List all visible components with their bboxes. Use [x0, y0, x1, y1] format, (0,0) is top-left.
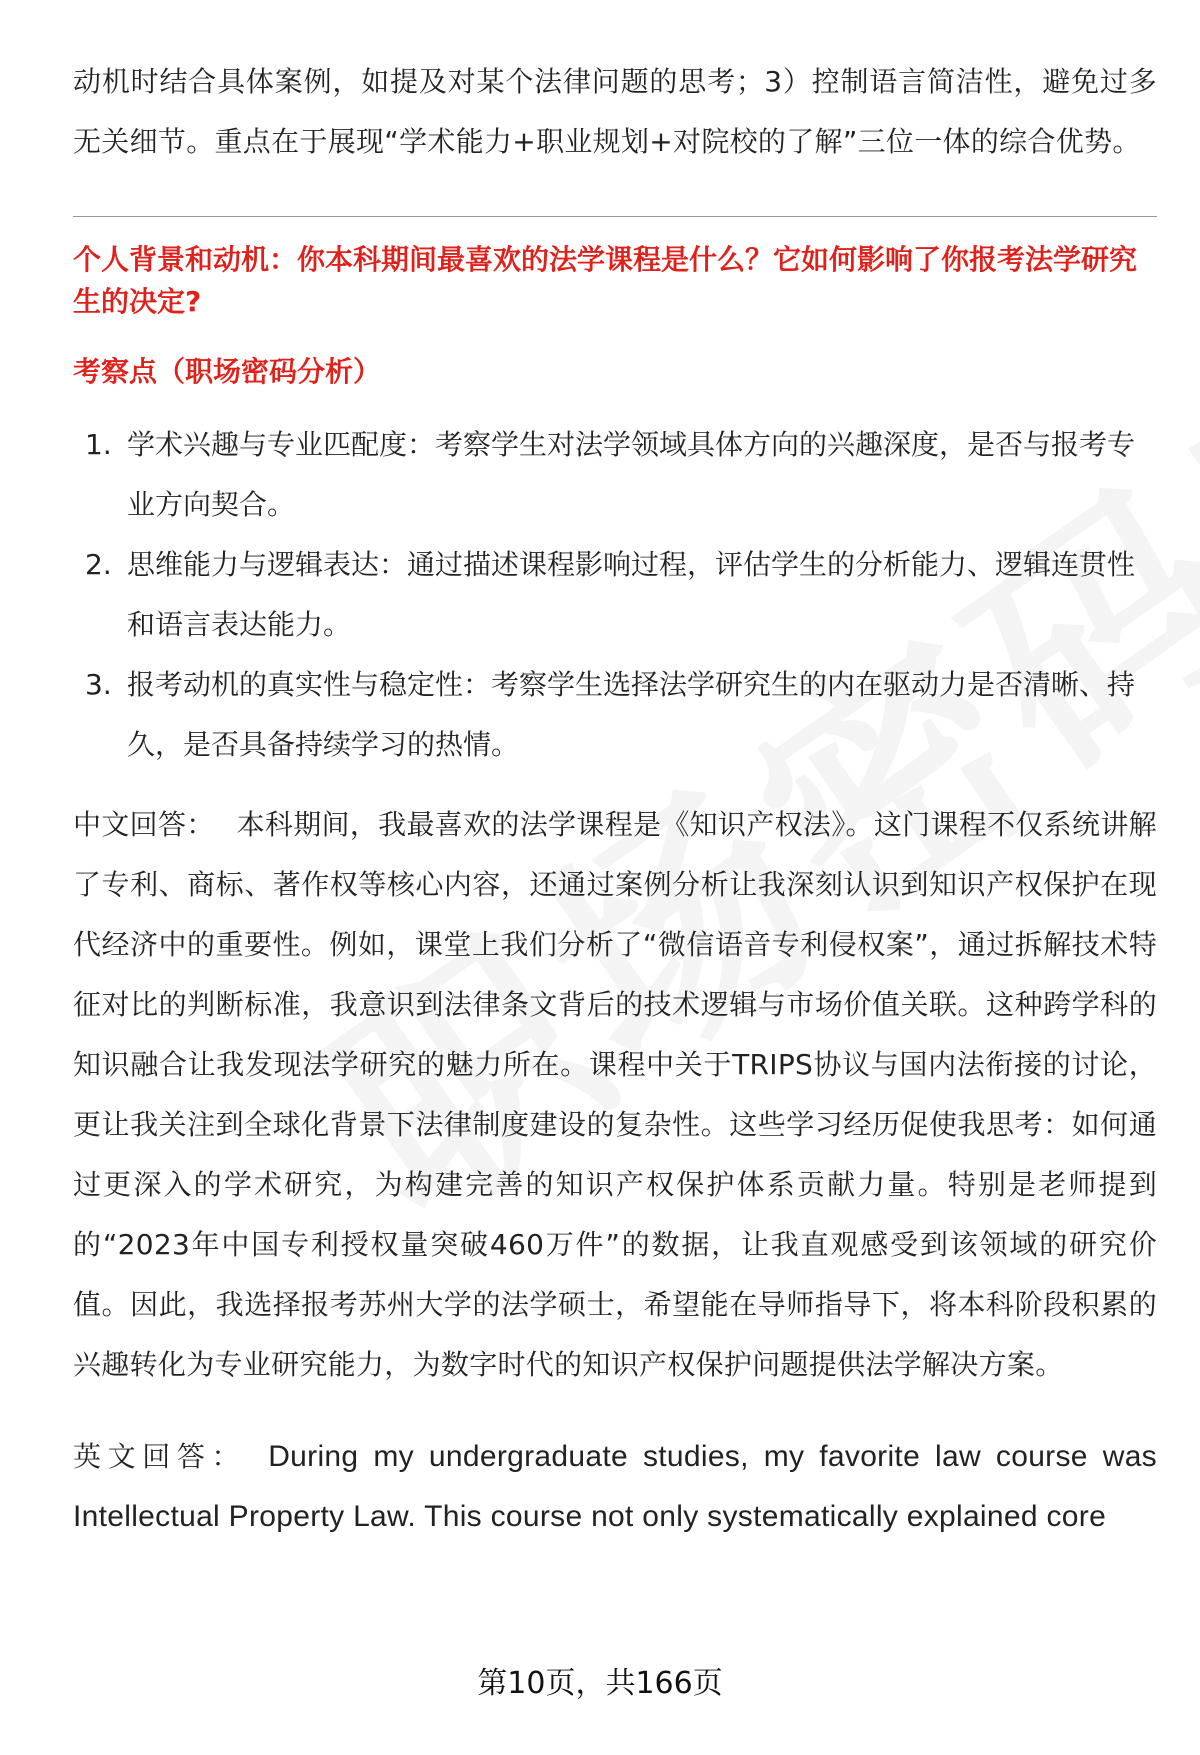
english-answer: [73, 1427, 1157, 1547]
key-point-number: 3.: [85, 668, 112, 701]
key-point-text: 报考动机的真实性与稳定性：考察学生选择法学研究生的内在驱动力是否清晰、持久，是否具备持续学习的热情。: [127, 668, 1136, 761]
english-answer-text: During my undergraduate studies, my favorite law course was Intellectual Property Law. This course not only systematically explained core: [73, 1440, 1157, 1533]
page-footer: 第10页，共166页: [477, 1666, 723, 1701]
intro-paragraph: 动机时结合具体案例，如提及对某个法律问题的思考；3）控制语言简洁性，避免过多无关细节。重点在于展现“学术能力+职业规划+对院校的了解”三位一体的综合优势。: [73, 65, 1157, 158]
question-heading: 个人背景和动机：你本科期间最喜欢的法学课程是什么？它如何影响了你报考法学研究生的决定?: [73, 243, 1138, 318]
section-divider: [73, 216, 1157, 217]
page-content: [73, 52, 1157, 1547]
key-point-item: [73, 535, 1157, 655]
key-point-number: 2.: [85, 548, 112, 581]
key-point-text: 学术兴趣与专业匹配度：考察学生对法学领域具体方向的兴趣深度，是否与报考专业方向契合。: [127, 428, 1136, 521]
chinese-answer: [73, 795, 1157, 1395]
chinese-answer-label: 中文回答：: [73, 808, 215, 841]
key-point-number: 1.: [85, 428, 112, 461]
key-points-heading: 考察点（职场密码分析）: [73, 355, 382, 388]
chinese-answer-text: 本科期间，我最喜欢的法学课程是《知识产权法》。这门课程不仅系统讲解了专利、商标、著作权等核心内容，还通过案例分析让我深刻认识到知识产权保护在现代经济中的重要性。例如，课堂上我们分析了“微信语音专利侵权案”，通过拆解技术特征对比的判断标准，我意识到法律条文背后的技术逻辑与市场价值关联。这种跨学科的知识融合让我发现法学研究的魅力所在。课程中关于TRIPS协议与国内法衔接的讨论，更让我关注到全球化背景下法律制度建设的复杂性。这些学习经历促使我思考：如何通过更深入的学术研究，为构建完善的知识产权保护体系贡献力量。特别是老师提到的“2023年中国专利授权量突破460万件”的数据，让我直观感受到该领域的研究价值。因此，我选择报考苏州大学的法学硕士，希望能在导师指导下，将本科阶段积累的兴趣转化为专业研究能力，为数字时代的知识产权保护问题提供法学解决方案。: [73, 808, 1157, 1381]
english-answer-label: 英文回答：: [73, 1440, 247, 1473]
key-point-item: [73, 415, 1157, 535]
key-point-text: 思维能力与逻辑表达：通过描述课程影响过程，评估学生的分析能力、逻辑连贯性和语言表达能力。: [127, 548, 1136, 641]
key-point-item: [73, 655, 1157, 775]
key-points-list: [73, 415, 1157, 775]
